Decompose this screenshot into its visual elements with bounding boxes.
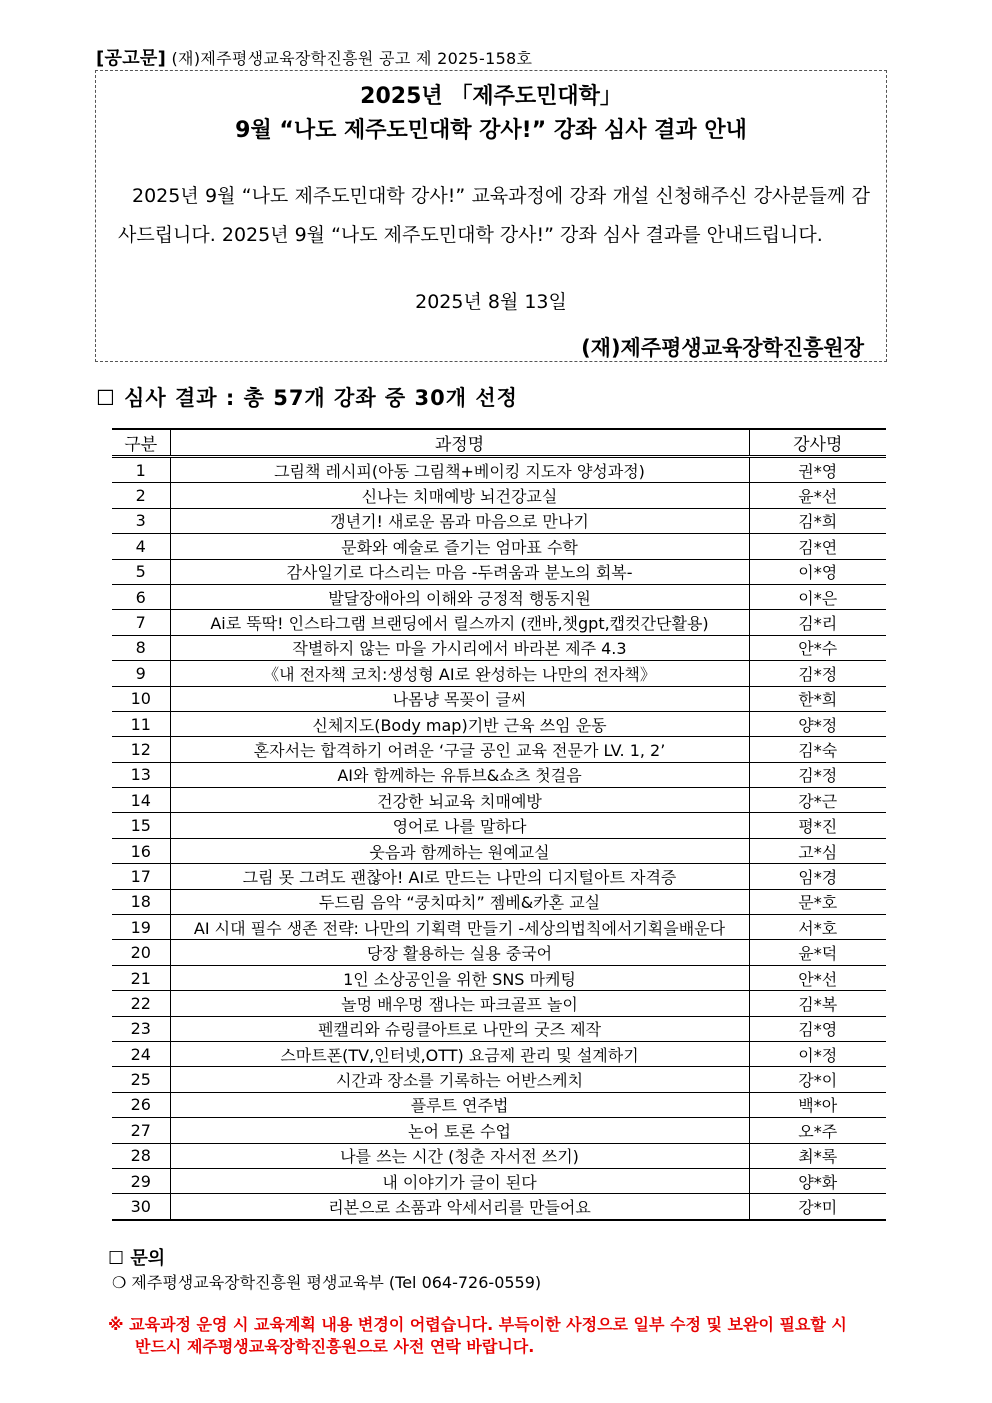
contact-line: ❍ 제주평생교육장학진흥원 평생교육부 (Tel 064-726-0559) [112,1273,542,1292]
cell-instructor: 윤*선 [749,483,886,508]
table-row [112,457,886,483]
cell-course: 갱년기! 새로운 몸과 마음으로 만나기 [170,508,749,533]
table-row [112,508,886,533]
cell-course: 그림 못 그려도 괜찮아! AI로 만드는 나만의 디지털아트 자격증 [170,864,749,889]
table-row [112,1016,886,1041]
cell-course: AI 시대 필수 생존 전략: 나만의 기획력 만들기 -세상의법칙에서기획을배운다 [170,915,749,940]
cell-no: 18 [112,889,170,914]
cell-course: AI와 함께하는 유튜브&쇼츠 첫걸음 [170,762,749,787]
cell-course: 1인 소상공인을 위한 SNS 마케팅 [170,965,749,990]
cell-instructor: 문*호 [749,889,886,914]
cell-instructor: 이*은 [749,584,886,609]
cell-no: 28 [112,1143,170,1168]
cell-instructor: 임*경 [749,864,886,889]
warning-line-2: 반드시 제주평생교육장학진흥원으로 사전 연락 바랍니다. [135,1337,535,1356]
notice-body: 2025년 9월 “나도 제주도민대학 강사!” 교육과정에 강좌 개설 신청해주신 강사분들께 감사드립니다. 2025년 9월 “나도 제주도민대학 강사!” 강좌 심사 결과를 안내드립니다. [118,185,870,246]
cell-instructor: 윤*덕 [749,940,886,965]
cell-instructor: 김*리 [749,610,886,635]
notice-header [96,44,532,70]
table-row [112,762,886,787]
cell-no: 20 [112,940,170,965]
cell-instructor: 권*영 [749,457,886,483]
table-row [112,584,886,609]
table-row [112,788,886,813]
table-row [112,1041,886,1066]
cell-course: 펜캘리와 슈링클아트로 나만의 굿즈 제작 [170,1016,749,1041]
warning-notice [108,1314,898,1358]
cell-course: 나를 쓰는 시간 (청춘 자서전 쓰기) [170,1143,749,1168]
cell-instructor: 김*정 [749,661,886,686]
cell-course: 신체지도(Body map)기반 근육 쓰임 운동 [170,711,749,736]
cell-no: 11 [112,711,170,736]
cell-course: 신나는 치매예방 뇌건강교실 [170,483,749,508]
cell-no: 15 [112,813,170,838]
cell-instructor: 안*수 [749,635,886,660]
cell-instructor: 강*미 [749,1194,886,1220]
cell-no: 19 [112,915,170,940]
cell-instructor: 김*숙 [749,737,886,762]
cell-course: 스마트폰(TV,인터넷,OTT) 요금제 관리 및 설계하기 [170,1041,749,1066]
results-table [112,428,886,1221]
cell-no: 12 [112,737,170,762]
cell-course: 감사일기로 다스리는 마음 -두려움과 분노의 회복- [170,559,749,584]
table-row [112,940,886,965]
cell-instructor: 강*이 [749,1067,886,1092]
cell-instructor: 양*화 [749,1168,886,1193]
cell-course: 두드림 음악 “쿵치따치” 젬베&카혼 교실 [170,889,749,914]
cell-no: 21 [112,965,170,990]
cell-no: 5 [112,559,170,584]
notice-tag: [공고문] [96,48,167,69]
cell-course: 작별하지 않는 마을 가시리에서 바라본 제주 4.3 [170,635,749,660]
cell-course: 영어로 나를 말하다 [170,813,749,838]
column-header-course: 과정명 [170,429,749,457]
table-row [112,864,886,889]
table-row [112,813,886,838]
cell-instructor: 오*주 [749,1118,886,1143]
cell-course: 《내 전자책 코치:생성형 AI로 완성하는 나만의 전자책》 [170,661,749,686]
cell-no: 9 [112,661,170,686]
cell-instructor: 한*희 [749,686,886,711]
column-header-no: 구분 [112,429,170,457]
table-row [112,1143,886,1168]
cell-no: 17 [112,864,170,889]
notice-issuer: (재)제주평생교육장학진흥원장 [581,336,864,360]
notice-box [95,70,887,362]
cell-course: 건강한 뇌교육 치매예방 [170,788,749,813]
table-row [112,559,886,584]
table-header-row [112,429,886,457]
cell-no: 8 [112,635,170,660]
table-row [112,1168,886,1193]
warning-line-1: ※ 교육과정 운영 시 교육계획 내용 변경이 어렵습니다. 부득이한 사정으로 일부 수정 및 보완이 필요할 시 [108,1315,847,1334]
cell-no: 4 [112,534,170,559]
table-row [112,889,886,914]
results-section-title: ☐ 심사 결과 : 총 57개 강좌 중 30개 선정 [96,386,518,410]
cell-course: 문화와 예술로 즐기는 엄마표 수학 [170,534,749,559]
cell-course: 놀멍 배우멍 잼나는 파크골프 놀이 [170,991,749,1016]
table-row [112,915,886,940]
cell-course: 혼자서는 합격하기 어려운 ‘구글 공인 교육 전문가 LV. 1, 2’ [170,737,749,762]
cell-no: 24 [112,1041,170,1066]
cell-no: 7 [112,610,170,635]
cell-instructor: 안*선 [749,965,886,990]
cell-no: 23 [112,1016,170,1041]
notice-number: (재)제주평생교육장학진흥원 공고 제 2025-158호 [171,49,533,68]
table-row [112,635,886,660]
cell-course: 내 이야기가 글이 된다 [170,1168,749,1193]
column-header-instructor: 강사명 [749,429,886,457]
cell-no: 29 [112,1168,170,1193]
notice-date: 2025년 8월 13일 [415,291,567,313]
cell-no: 25 [112,1067,170,1092]
cell-no: 13 [112,762,170,787]
notice-title-line2: 9월 “나도 제주도민대학 강사!” 강좌 심사 결과 안내 [235,118,747,143]
cell-instructor: 고*심 [749,838,886,863]
table-row [112,1118,886,1143]
cell-no: 27 [112,1118,170,1143]
cell-no: 14 [112,788,170,813]
cell-instructor: 김*정 [749,762,886,787]
cell-course: 웃음과 함께하는 원예교실 [170,838,749,863]
table-row [112,838,886,863]
table-row [112,711,886,736]
table-row [112,737,886,762]
cell-no: 16 [112,838,170,863]
cell-no: 2 [112,483,170,508]
table-row [112,1092,886,1117]
cell-course: 논어 토론 수업 [170,1118,749,1143]
cell-course: 발달장애아의 이해와 긍정적 행동지원 [170,584,749,609]
table-row [112,534,886,559]
table-row [112,661,886,686]
cell-instructor: 서*호 [749,915,886,940]
cell-instructor: 김*연 [749,534,886,559]
cell-course: 플루트 연주법 [170,1092,749,1117]
cell-instructor: 최*록 [749,1143,886,1168]
cell-no: 6 [112,584,170,609]
cell-instructor: 백*아 [749,1092,886,1117]
cell-course: Ai로 뚝딱! 인스타그램 브랜딩에서 릴스까지 (캔바,챗gpt,캡컷간단활용) [170,610,749,635]
table-row [112,1194,886,1220]
cell-no: 26 [112,1092,170,1117]
table-row [112,991,886,1016]
cell-course: 리본으로 소품과 악세서리를 만들어요 [170,1194,749,1220]
cell-instructor: 김*복 [749,991,886,1016]
cell-no: 22 [112,991,170,1016]
cell-instructor: 강*근 [749,788,886,813]
contact-title: ☐ 문의 [108,1248,166,1269]
table-row [112,686,886,711]
cell-no: 10 [112,686,170,711]
table-row [112,483,886,508]
cell-course: 당장 활용하는 실용 중국어 [170,940,749,965]
cell-no: 30 [112,1194,170,1220]
cell-instructor: 평*진 [749,813,886,838]
cell-instructor: 김*희 [749,508,886,533]
cell-course: 그림책 레시피(아동 그림책+베이킹 지도자 양성과정) [170,457,749,483]
notice-title-line1: 2025년 「제주도민대학」 [360,84,622,109]
table-row [112,965,886,990]
table-row [112,1067,886,1092]
cell-no: 1 [112,457,170,483]
cell-instructor: 양*정 [749,711,886,736]
table-row [112,610,886,635]
cell-no: 3 [112,508,170,533]
cell-instructor: 이*영 [749,559,886,584]
cell-instructor: 이*정 [749,1041,886,1066]
cell-instructor: 김*영 [749,1016,886,1041]
cell-course: 나몸냥 목꽂이 글씨 [170,686,749,711]
cell-course: 시간과 장소를 기록하는 어반스케치 [170,1067,749,1092]
results-table-body [112,457,886,1220]
